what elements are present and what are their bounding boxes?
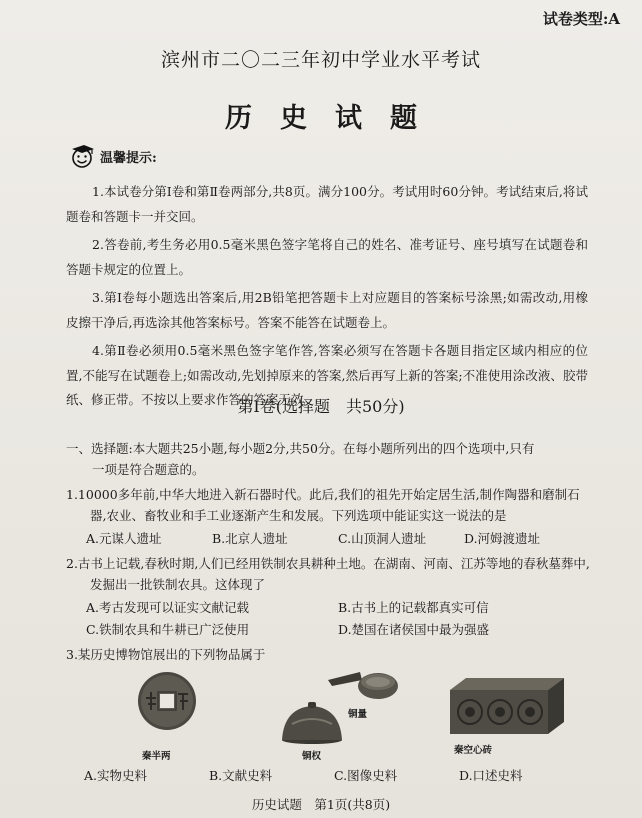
bronze-measure-image — [326, 666, 400, 704]
note-item: 4.第Ⅱ卷必须用0.5毫米黑色签字笔作答,答案必须写在答题卡各题目指定区域内相应的位置,不能写在试题卷上;如需改动,先划掉原来的答案,然后再写上新的答案;不准使用涂改液、胶带纸、修正带。不按以上要求作答的答案无效。 — [66, 343, 588, 407]
bronze-weight-image — [280, 702, 344, 744]
smiley-graduate-icon — [68, 142, 96, 170]
qin-hollow-brick-image — [448, 676, 566, 736]
question-3-options — [84, 766, 584, 784]
option-d: D.河姆渡遗址 — [464, 531, 541, 546]
note-item: 1.本试卷分第Ⅰ卷和第Ⅱ卷两部分,共8页。满分100分。考试用时60分钟。考试结束后,将试题卷和答题卡一并交回。 — [66, 184, 588, 224]
option-b: B.古书上的记载都真实可信 — [338, 600, 489, 615]
option-d: D.楚国在诸侯国中最为强盛 — [338, 622, 490, 637]
artifact-label: 秦半两 — [142, 751, 171, 762]
option-a: A.考古发现可以证实文献记载 — [86, 600, 250, 615]
exam-notes — [66, 180, 588, 417]
artifact-label: 秦空心砖 — [454, 745, 493, 756]
instruction-line: 一项是符合题意的。 — [92, 462, 205, 477]
qin-banliang-coin-image — [136, 670, 198, 732]
question-stem: 2.古书上记载,春秋时期,人们已经用铁制农具耕种土地。在湖南、河南、江苏等地的春秋墓葬中,发掘出一批铁制农具。这体现了 — [66, 556, 590, 592]
tips-label: 温馨提示: — [100, 150, 157, 166]
option-c: C.山顶洞人遗址 — [338, 531, 427, 546]
artifact-images — [120, 666, 590, 766]
exam-title: 滨州市二〇二三年初中学业水平考试 — [160, 49, 481, 71]
subject-title: 历史试题 — [225, 103, 445, 134]
section-title: 第Ⅰ卷(选择题 共50分) — [237, 397, 405, 416]
artifact-label: 铜量 — [348, 709, 368, 720]
page-footer: 历史试题 第1页(共8页) — [251, 797, 391, 812]
instruction-line: 一、选择题:本大题共25小题,每小题2分,共50分。在每小题所列出的四个选项中,只有 — [66, 441, 535, 456]
question-1 — [66, 484, 590, 549]
question-stem: 3.某历史博物馆展出的下列物品属于 — [66, 647, 266, 662]
option-d: D.口述史料 — [459, 768, 523, 783]
question-area — [66, 438, 590, 665]
option-c: C.图像史料 — [334, 768, 398, 783]
option-a: A.实物史料 — [84, 768, 148, 783]
note-item: 2.答卷前,考生务必用0.5毫米黑色签字笔将自己的姓名、准考证号、座号填写在试题卷和答题卡规定的位置上。 — [66, 237, 588, 277]
note-item: 3.第Ⅰ卷每小题选出答案后,用2B铅笔把答题卡上对应题目的答案标号涂黑;如需改动,用橡皮擦干净后,再选涂其他答案标号。答案不能答在试题卷上。 — [66, 290, 588, 330]
question-stem: 1.10000多年前,中华大地进入新石器时代。此后,我们的祖先开始定居生活,制作陶器和磨制石器,农业、畜牧业和手工业逐渐产生和发展。下列选项中能证实这一说法的是 — [66, 487, 580, 523]
option-a: A.元谋人遗址 — [86, 531, 162, 546]
section-instruction — [66, 438, 590, 480]
artifact-label: 铜权 — [302, 751, 322, 762]
option-c: C.铁制农具和牛耕已广泛使用 — [86, 622, 250, 637]
option-b: B.文献史料 — [209, 768, 273, 783]
tips-header — [68, 144, 157, 168]
question-options — [66, 597, 590, 640]
question-options — [66, 528, 590, 549]
question-2 — [66, 553, 590, 640]
paper-type-label: 试卷类型:A — [542, 10, 620, 28]
option-b: B.北京人遗址 — [212, 531, 288, 546]
question-3 — [66, 644, 590, 665]
